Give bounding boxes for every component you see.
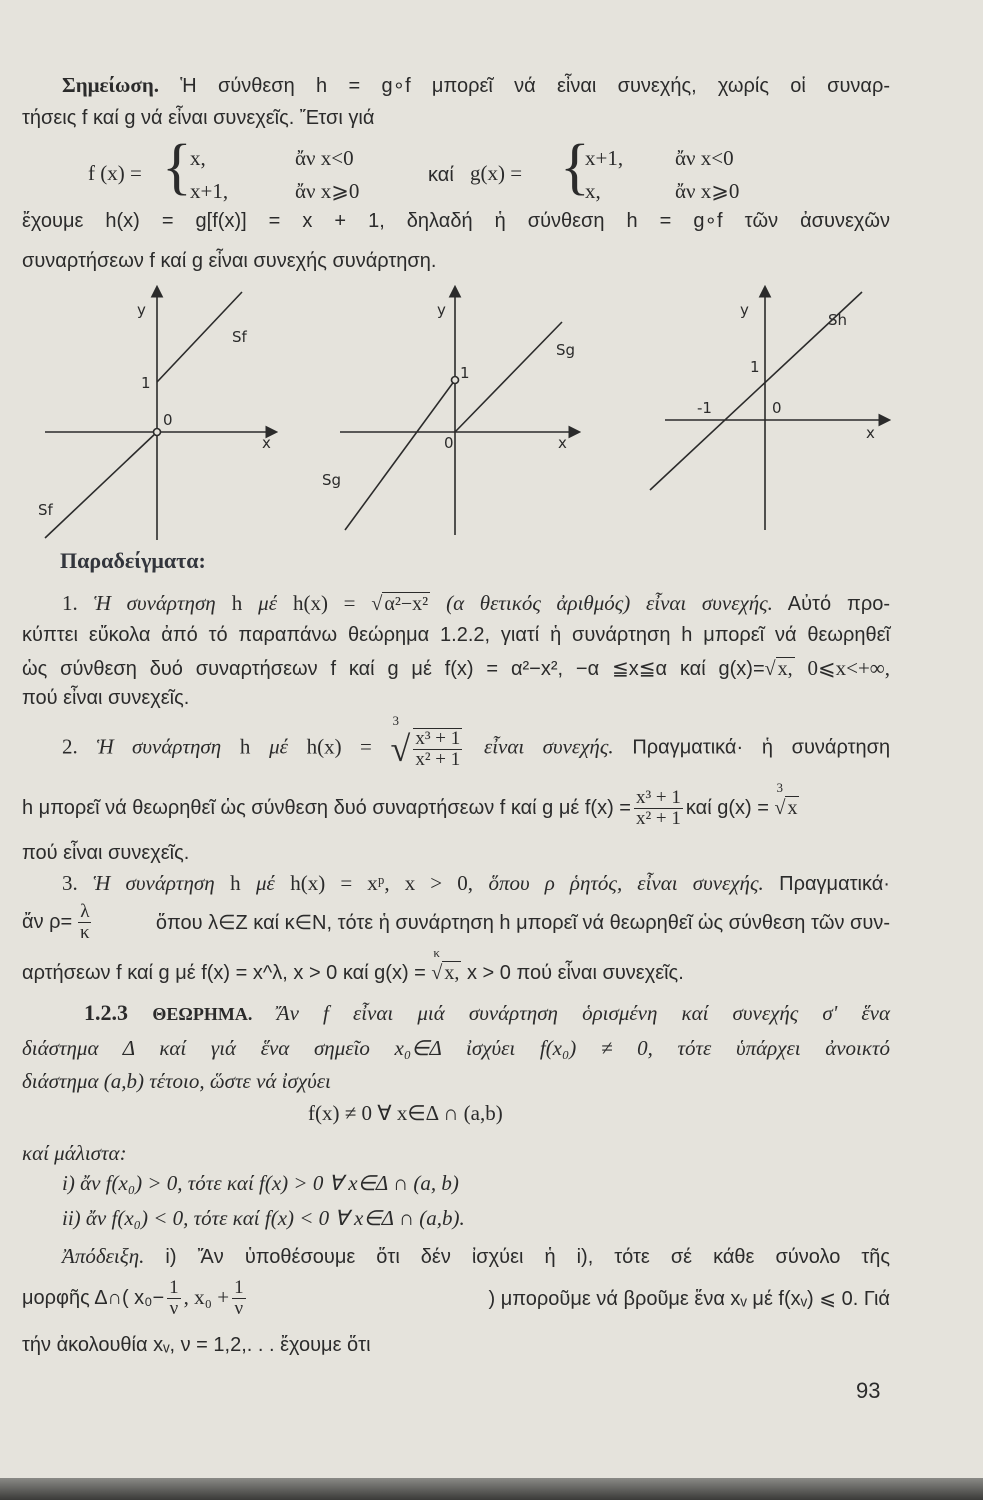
proof-line-1: Ἀπόδειξη. i) Ἄν ὑποθέσουμε ὅτι δέν ἰσχύει ἡ i), τότε σέ κάθε σύνολο τῆς — [62, 1244, 891, 1268]
theorem-line-1: 1.2.3 ΘΕΩΡΗΜΑ. Ἄν f εἶναι μιά συνάρτηση ὁρισμένη καί συνεχής σ' ἕνα — [84, 1000, 891, 1025]
examples-heading: Παραδείγματα: — [60, 548, 206, 573]
brace: { — [560, 133, 590, 201]
minus-one-label: -1 — [697, 399, 712, 417]
example-3-line-2: ἄν ρ= $\frac{\lambda}{\kappa}$ ὅπου λ∈Z καί κ∈N, τότε ἡ συνάρτηση h μπορεῖ νά θεωρηθεῖ ὡς σύνθεση τῶν συν- — [22, 901, 890, 943]
example-1-line-4: πού εἶναι συνεχεῖς. — [22, 687, 190, 709]
theorem-line-3: διάστημα (a,b) τέτοιο, ὥστε νά ἰσχύει — [22, 1069, 331, 1093]
origin-label: 0 — [444, 434, 454, 452]
example-1-line-3: ὡς σύνθεση δυό συναρτήσεων f καί g μέ f(x) = α²−x², −α ≦x≦α καί g(x)=√ x, 0⩽x<+∞, — [22, 656, 891, 680]
scan-edge — [0, 1478, 983, 1500]
and-word: καί — [428, 164, 454, 186]
proof-line-2: μορφῆς Δ∩( x₀− $\frac{1}{\nu}$ , x₀ + $\frac{1}{\nu}$ ) μποροῦμε νά βροῦμε ἕνα xᵥ μέ f(xᵥ) ⩽ 0. Γιά — [22, 1277, 890, 1319]
note-line-4: ἔχουμε h(x) = g[f(x)] = x + 1, δηλαδή ἡ σύνθεση h = g∘f τῶν ἀσυνεχῶν — [22, 210, 890, 232]
note-line-2: τήσεις f καί g νά εἶναι συνεχεῖς. Ἔτσι γιά — [22, 107, 375, 129]
note-line-5: συναρτήσεων f καί g εἶναι συνεχής συνάρτηση. — [22, 250, 437, 272]
graph-g-right — [455, 322, 562, 432]
x-label: x — [866, 424, 875, 442]
figures — [0, 280, 983, 550]
note-line-1: Σημείωση. Ἡ σύνθεση h = g∘f μπορεῖ νά εἶναι συνεχής, χωρίς οἱ συναρ- — [62, 73, 890, 97]
origin-label: 0 — [163, 411, 173, 429]
proof-label: Ἀπόδειξη. — [62, 1244, 145, 1268]
open-point — [452, 377, 459, 384]
figure-g — [340, 288, 578, 535]
sqrt: √ α²−x² — [371, 593, 429, 615]
theorem-case-1: i) ἄν f(x₀) > 0, τότε καί f(x) > 0 ∀ x∈Δ ∩ (a, b) — [62, 1171, 459, 1195]
example-2-line-1: 2. Ἡ συνάρτηση h μέ h(x) = 3 √ $\frac{\text{x³ + 1}}{\text{x² + 1}}$ εἶναι συνεχής. Πραγματικά· ἡ συνάρτηση — [62, 713, 891, 770]
theorem-display: f(x) ≠ 0 ∀ x∈Δ ∩ (a,b) — [308, 1101, 503, 1125]
one-label: 1 — [460, 364, 470, 382]
curve-label: Sf — [232, 328, 247, 346]
example-3-line-3: αρτήσεων f καί g μέ f(x) = x^λ, x > 0 καί g(x) = κ √ x, x > 0 πού εἶναι συνεχεῖς. — [22, 945, 684, 984]
origin-label: 0 — [772, 399, 782, 417]
curve-label: Sg — [556, 341, 576, 359]
y-label: y — [740, 301, 749, 319]
x-label: x — [558, 434, 567, 452]
brace: { — [162, 133, 192, 201]
cube-root: 3 √ $\frac{\text{x³ + 1}}{\text{x² + 1}}$ — [390, 713, 461, 770]
x-label: x — [262, 434, 271, 452]
graph-g-left — [345, 380, 455, 530]
figure-h — [650, 288, 888, 530]
y-label: y — [437, 301, 446, 319]
one-label: 1 — [750, 358, 760, 376]
figure-f — [45, 288, 275, 540]
y-label: y — [137, 301, 146, 319]
theorem-line-2: διάστημα Δ καί γιά ἕνα σημεῖο x₀∈Δ ἰσχύει f(x₀) ≠ 0, τότε ὑπάρχει ἀνοικτό — [22, 1036, 890, 1060]
open-point — [154, 429, 161, 436]
one-label: 1 — [141, 374, 151, 392]
note-title: Σημείωση. — [62, 73, 159, 97]
curve-label: Sf — [38, 501, 53, 519]
example-2-line-2: h μπορεῖ νά θεωρηθεῖ ὡς σύνθεση δυό συναρτήσεων f καί g μέ f(x) = $\frac{\text{x³ + 1}}{\text{x² + 1}}$ καί g(x) = 3 √ x — [22, 779, 798, 829]
theorem-label: ΘΕΩΡΗΜΑ. — [152, 1004, 253, 1024]
theorem-moreover: καί μάλιστα: — [22, 1141, 127, 1165]
theorem-case-2: ii) ἄν f(x₀) < 0, τότε καί f(x) < 0 ∀ x∈Δ ∩ (a,b). — [62, 1206, 465, 1230]
example-1-line-2: κύπτει εὔκολα ἀπό τό παραπάνω θεώρημα 1.2.2, γιατί ἡ συνάρτηση h μπορεῖ νά θεωρηθεῖ — [22, 624, 890, 646]
graph-f-right — [157, 292, 242, 382]
curve-label: Sh — [828, 311, 848, 329]
example-1-line-1: 1. Ἡ συνάρτηση h μέ h(x) = √ α²−x² (α θετικός ἀριθμός) εἶναι συνεχής. Αὐτό προ- — [62, 591, 891, 615]
example-3-line-1: 3. Ἡ συνάρτηση h μέ h(x) = xᵖ, x > 0, ὅπου ρ ῥητός, εἶναι συνεχής. Πραγματικά· — [62, 871, 890, 895]
proof-line-3: τήν ἀκολουθία xᵥ, ν = 1,2,. . . ἔχουμε ὅτι — [22, 1334, 371, 1356]
curve-label: Sg — [322, 471, 342, 489]
page-number: 93 — [856, 1378, 881, 1403]
graph-f-left — [45, 432, 157, 538]
example-2-line-3: πού εἶναι συνεχεῖς. — [22, 842, 190, 864]
theorem-number: 1.2.3 — [84, 1000, 128, 1025]
